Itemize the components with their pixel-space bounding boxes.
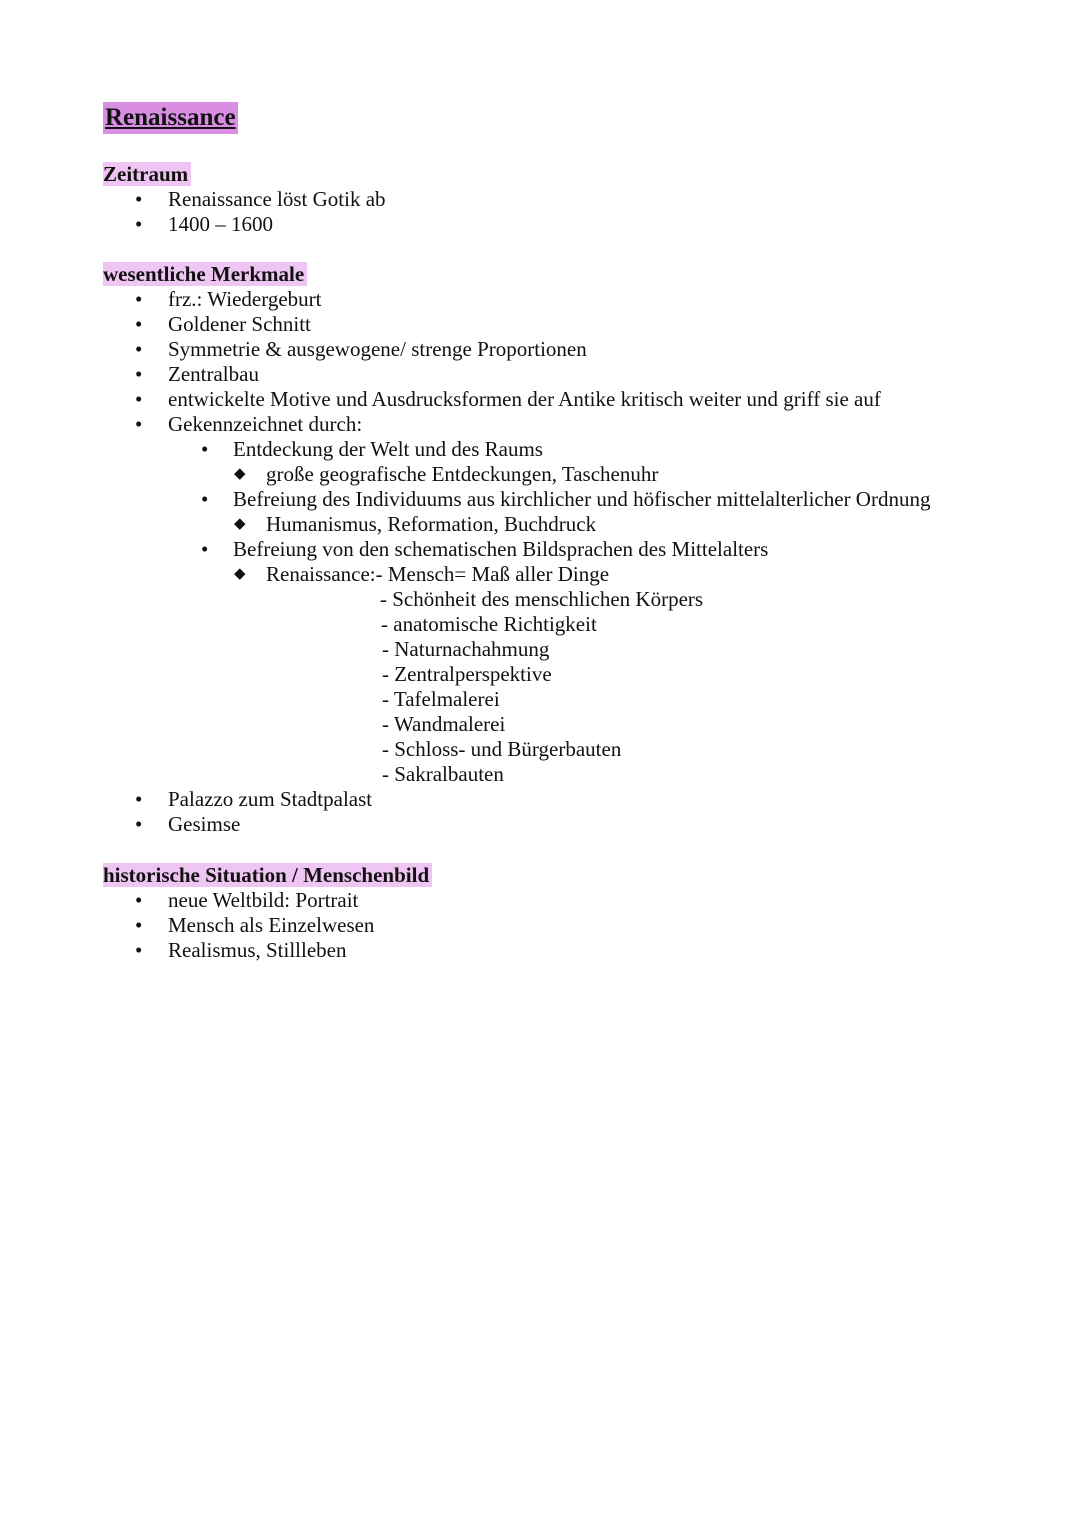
bullet-icon: • [135,913,143,937]
bullet-icon: • [135,387,143,411]
dash-item: - Sakralbauten [382,762,504,786]
detail-item: Renaissance:- Mensch= Maß aller Dinge [266,562,610,586]
bullet-icon: • [135,938,143,962]
bullet-icon: • [135,812,143,836]
bullet-icon: • [135,362,143,386]
bullet-icon: • [135,412,143,436]
heading-zeitraum: Zeitraum [103,162,191,186]
list-item: Renaissance löst Gotik ab [168,187,386,211]
list-item: Palazzo zum Stadtpalast [168,787,373,811]
bullet-icon: • [201,437,209,461]
list-item: Realismus, Stillleben [168,938,347,962]
dash-item: - Naturnachahmung [382,637,550,661]
dash-item: - Tafelmalerei [382,687,500,711]
bullet-icon: • [135,337,143,361]
list-item: Gekennzeichnet durch: [168,412,363,436]
detail-item: große geografische Entdeckungen, Taschenuhr [266,462,659,486]
heading-merkmale: wesentliche Merkmale [103,262,307,286]
bullet-icon: • [135,312,143,336]
bullet-icon: • [135,212,143,236]
dash-item: - anatomische Richtigkeit [381,612,597,636]
sub-list-item: Befreiung von den schematischen Bildsprachen des Mittelalters [233,537,769,561]
bullet-icon: • [201,487,209,511]
bullet-icon: • [135,888,143,912]
list-item: neue Weltbild: Portrait [168,888,359,912]
detail-item: Humanismus, Reformation, Buchdruck [266,512,597,536]
list-item: Gesimse [168,812,241,836]
list-item: Mensch als Einzelwesen [168,913,375,937]
sub-list-item: Befreiung des Individuums aus kirchlicher und höfischer mittelalterlicher Ordnung [233,487,931,511]
bullet-icon: • [135,187,143,211]
heading-historisch: historische Situation / Menschenbild [103,863,432,887]
bullet-icon: • [201,537,209,561]
dash-item: - Zentralperspektive [382,662,552,686]
dash-item: - Wandmalerei [382,712,506,736]
list-item: Symmetrie & ausgewogene/ strenge Proportionen [168,337,587,361]
list-item: entwickelte Motive und Ausdrucksformen der Antike kritisch weiter und griff sie auf [168,387,881,411]
list-item: frz.: Wiedergeburt [168,287,322,311]
list-item: Zentralbau [168,362,259,386]
diamond-bullet-icon: ◆ [234,566,246,582]
dash-item: - Schönheit des menschlichen Körpers [380,587,704,611]
diamond-bullet-icon: ◆ [234,466,246,482]
diamond-bullet-icon: ◆ [234,516,246,532]
bullet-icon: • [135,287,143,311]
sub-list-item: Entdeckung der Welt und des Raums [233,437,543,461]
bullet-icon: • [135,787,143,811]
list-item: 1400 – 1600 [168,212,273,236]
list-item: Goldener Schnitt [168,312,311,336]
page-title: Renaissance [103,102,238,134]
dash-item: - Schloss- und Bürgerbauten [382,737,622,761]
